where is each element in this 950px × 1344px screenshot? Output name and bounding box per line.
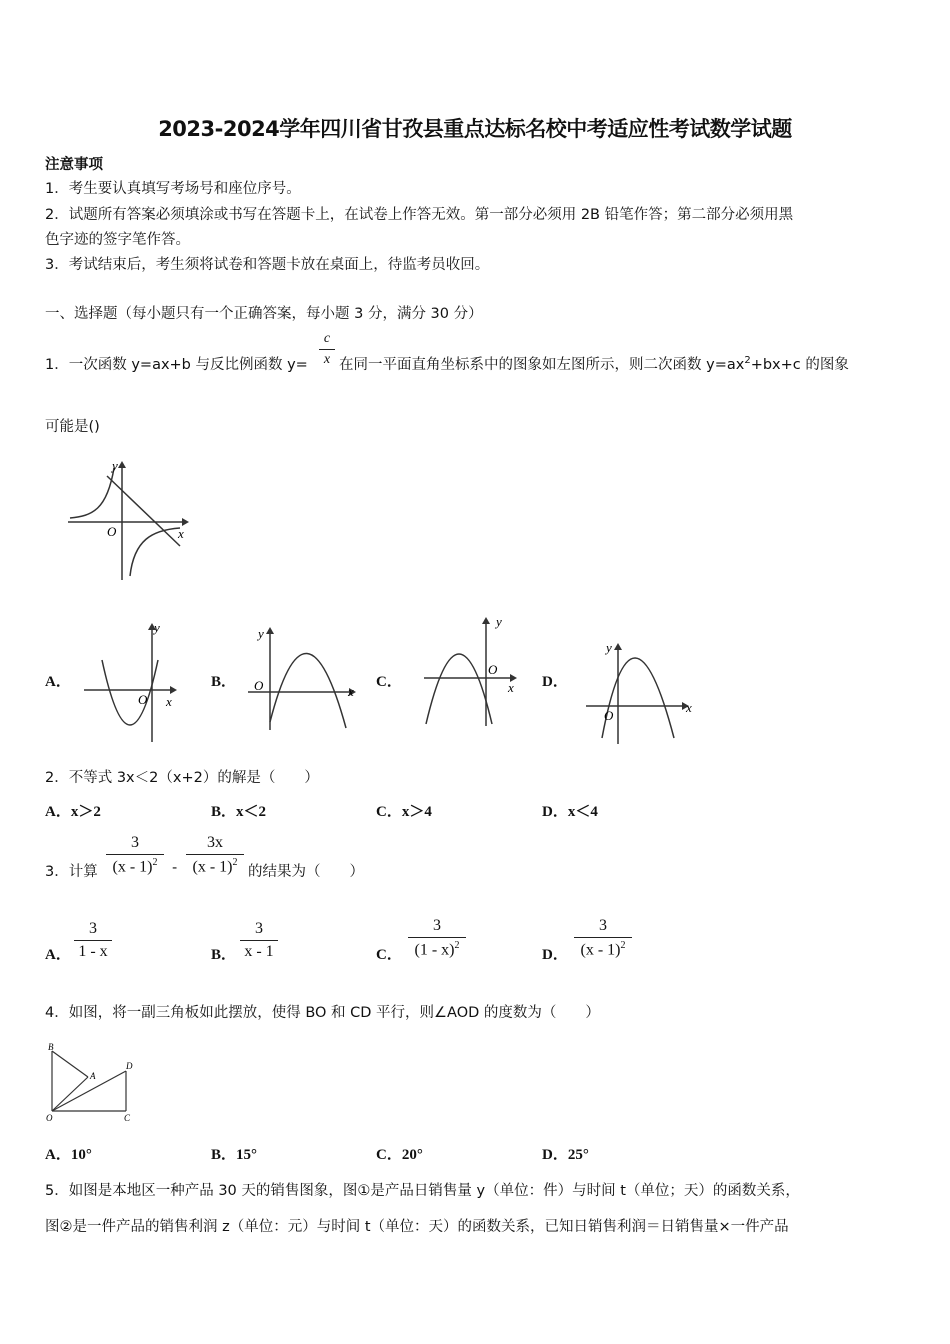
notice-item-3: 3．考试结束后，考生须将试卷和答题卡放在桌面上，待监考员收回。 [45, 257, 490, 273]
q3-od-bar [574, 937, 632, 938]
q3-f2-bar [186, 854, 244, 855]
q3-oc-sq: 2 [454, 940, 460, 951]
q3-oa-num: 3 [89, 920, 97, 937]
q3-oa-bar [74, 940, 112, 941]
q3-f2-sq: 2 [232, 857, 238, 868]
q1-option-b-label[interactable]: B． [211, 674, 237, 690]
q1-text-part2 [339, 353, 849, 374]
q2-option-d[interactable]: D．x＜4 [542, 804, 598, 820]
qa-x-arrow [170, 686, 177, 694]
q3-ob-num: 3 [255, 920, 263, 937]
q3-option-b-label[interactable]: B． [211, 947, 237, 963]
q1-option-d-graph [584, 638, 699, 748]
notice-heading: 注意事项 [45, 157, 103, 173]
q1-frac-num: c [323, 331, 331, 346]
q3-f1-num: 3 [131, 834, 139, 851]
q1-option-d-label[interactable]: D． [542, 674, 568, 690]
q3-f2-den: (x - 1) [192, 858, 233, 876]
q3-fraction-1 [106, 834, 164, 876]
q1-figure-linear-inverse [62, 458, 192, 583]
q3-option-a-fraction [74, 920, 112, 961]
q4-label-c: C [124, 1113, 131, 1123]
q3-option-d-fraction [574, 917, 632, 959]
q1-fig-y-label: y [112, 458, 118, 473]
q4-line-od [52, 1071, 126, 1111]
q3-option-d-label[interactable]: D． [542, 947, 568, 963]
q2-option-c[interactable]: C．x＞4 [376, 804, 432, 820]
qd-y-arrow [614, 643, 622, 650]
q5-line-1: 5．如图是本地区一种产品 30 天的销售图象，图①是产品日销售量 y（单位：件）与时间 t（单位；天）的函数关系， [45, 1183, 800, 1199]
q1-text-line2: 可能是() [45, 419, 100, 435]
qc-parabola [426, 654, 492, 724]
q4-label-a: A [90, 1071, 96, 1081]
qd-x-label: x [686, 700, 692, 715]
q3-ob-bar [240, 940, 278, 941]
q3-od-sq: 2 [620, 940, 626, 951]
q3-f1-den: (x - 1) [112, 858, 153, 876]
notice-item-1: 1．考生要认真填写考场号和座位序号。 [45, 181, 301, 197]
q1-frac-bar [319, 349, 335, 350]
page-title: 2023-2024学年四川省甘孜县重点达标名校中考适应性考试数学试题 [158, 117, 792, 141]
q4-label-d: D [126, 1061, 133, 1071]
q3-fraction-2 [186, 834, 244, 876]
q3-option-b-fraction [240, 920, 278, 961]
qa-x-label: x [166, 694, 172, 709]
qd-origin: O [604, 708, 614, 723]
q1-fraction-c-over-x [319, 331, 335, 368]
q3-f1-bar [106, 854, 164, 855]
qc-y-label: y [496, 614, 502, 629]
q1-text-part3: +bx+c 的图象 [750, 357, 849, 373]
qc-origin: O [488, 662, 498, 677]
q1-option-c-label[interactable]: C． [376, 674, 402, 690]
q2-option-a[interactable]: A．x＞2 [45, 804, 101, 820]
qb-parabola [270, 653, 346, 728]
q3-oa-den: 1 - x [78, 943, 108, 960]
q1-fig-line [107, 476, 180, 546]
q2-option-b[interactable]: B．x＜2 [211, 804, 267, 820]
q4-line-ba [52, 1051, 88, 1077]
qa-y-label: y [154, 620, 160, 635]
q1-fig-hyperbola-right [130, 528, 180, 576]
q4-figure-triangles [46, 1043, 141, 1123]
q3-f2-num: 3x [207, 834, 223, 851]
q3-oc-num: 3 [433, 917, 441, 934]
q1-text-part2-a: 在同一平面直角坐标系中的图象如左图所示，则二次函数 y=ax [339, 357, 745, 373]
q4-option-a[interactable]: A．10° [45, 1147, 92, 1163]
q3-option-a-label[interactable]: A． [45, 947, 71, 963]
q3-minus: - [172, 860, 178, 876]
q3-ob-den: x - 1 [244, 943, 274, 960]
q4-label-o: O [46, 1113, 53, 1123]
qa-parabola [102, 660, 158, 725]
qd-parabola [602, 658, 674, 738]
q4-option-c[interactable]: C．20° [376, 1147, 423, 1163]
q3-option-c-fraction [408, 917, 466, 959]
qb-x-label: x [348, 684, 354, 699]
q1-option-a-graph [82, 620, 182, 745]
qb-y-label: y [258, 626, 264, 641]
q4-label-b: B [48, 1042, 54, 1052]
q1-option-b-graph [244, 622, 364, 734]
q2-stem: 2．不等式 3x＜2（x+2）的解是（ ） [45, 770, 319, 786]
q1-option-a-label[interactable]: A． [45, 674, 71, 690]
q3-suffix: 的结果为（ ） [248, 864, 364, 880]
q3-od-num: 3 [599, 917, 607, 934]
qc-y-arrow [482, 617, 490, 624]
q4-option-d[interactable]: D．25° [542, 1147, 589, 1163]
qb-y-arrow [266, 627, 274, 634]
q3-oc-bar [408, 937, 466, 938]
qb-origin: O [254, 678, 264, 693]
qd-y-label: y [606, 640, 612, 655]
q4-option-b[interactable]: B．15° [211, 1147, 258, 1163]
q3-option-c-label[interactable]: C． [376, 947, 402, 963]
q3-f1-sq: 2 [152, 857, 158, 868]
q5-line-2: 图②是一件产品的销售利润 z（单位：元）与时间 t（单位：天）的函数关系，已知日销售利润＝日销售量×一件产品 [45, 1219, 789, 1235]
q3-od-den: (x - 1) [580, 941, 621, 959]
q3-prefix: 3．计算 [45, 864, 98, 880]
q4-stem: 4．如图，将一副三角板如此摆放，使得 BO 和 CD 平行，则∠AOD 的度数为（ ） [45, 1005, 600, 1021]
notice-item-2: 2．试题所有答案必须填涂或书写在答题卡上，在试卷上作答无效。第一部分必须用 2B 铅笔作答；第二部分必须用黑 [45, 207, 794, 223]
section-heading: 一、选择题（每小题只有一个正确答案，每小题 3 分，满分 30 分） [45, 306, 483, 322]
q1-sup: 2 [744, 355, 751, 367]
q1-fig-origin: O [107, 524, 117, 539]
q3-oc-den: (1 - x) [414, 941, 455, 959]
q1-frac-den: x [323, 352, 331, 367]
q1-fig-hyperbola-left [70, 468, 114, 518]
q1-fig-x-arrow [182, 518, 189, 526]
q1-text-part1: 1．一次函数 y=ax+b 与反比例函数 y= [45, 357, 308, 373]
qc-x-label: x [508, 680, 514, 695]
qa-origin: O [138, 692, 148, 707]
notice-item-2-cont: 色字迹的签字笔作答。 [45, 232, 190, 248]
q1-fig-y-arrow [118, 461, 126, 468]
q1-option-c-graph [422, 612, 527, 730]
q1-fig-x-label: x [178, 526, 184, 541]
